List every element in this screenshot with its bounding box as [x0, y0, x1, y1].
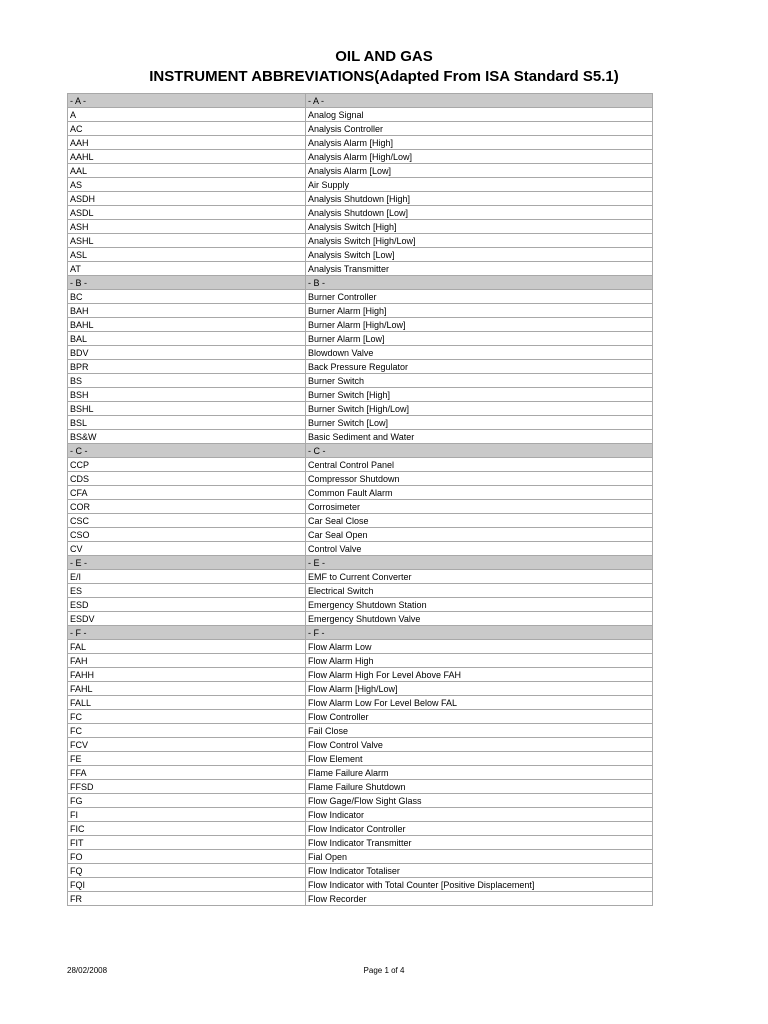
table-row: [68, 304, 653, 318]
table-row: [68, 752, 653, 766]
description-cell: Analysis Controller: [306, 122, 653, 136]
abbreviation-cell: FQI: [68, 878, 306, 892]
table-row: [68, 220, 653, 234]
table-row: [68, 598, 653, 612]
abbreviation-cell: CV: [68, 542, 306, 556]
description-cell: Flow Controller: [306, 710, 653, 724]
table-row: [68, 878, 653, 892]
description-cell: - E -: [306, 556, 653, 570]
abbreviation-cell: - C -: [68, 444, 306, 458]
abbreviation-cell: ASDL: [68, 206, 306, 220]
table-row: [68, 108, 653, 122]
abbreviation-cell: COR: [68, 500, 306, 514]
abbreviation-cell: FI: [68, 808, 306, 822]
abbreviation-cell: AAHL: [68, 150, 306, 164]
abbreviation-cell: FIC: [68, 822, 306, 836]
section-header-row: [68, 556, 653, 570]
table-row: [68, 766, 653, 780]
abbreviation-cell: ASHL: [68, 234, 306, 248]
abbreviation-cell: CSO: [68, 528, 306, 542]
table-row: [68, 262, 653, 276]
abbreviation-cell: AC: [68, 122, 306, 136]
table-row: [68, 486, 653, 500]
abbreviation-cell: - B -: [68, 276, 306, 290]
description-cell: Analysis Switch [High]: [306, 220, 653, 234]
abbreviation-cell: FALL: [68, 696, 306, 710]
abbreviation-cell: BS: [68, 374, 306, 388]
abbreviation-cell: BSHL: [68, 402, 306, 416]
table-row: [68, 206, 653, 220]
description-cell: Flow Control Valve: [306, 738, 653, 752]
abbreviation-cell: CSC: [68, 514, 306, 528]
description-cell: Analysis Alarm [Low]: [306, 164, 653, 178]
abbreviation-cell: BPR: [68, 360, 306, 374]
description-cell: Car Seal Open: [306, 528, 653, 542]
description-cell: Analysis Alarm [High/Low]: [306, 150, 653, 164]
abbreviation-cell: FFA: [68, 766, 306, 780]
table-row: [68, 668, 653, 682]
description-cell: Air Supply: [306, 178, 653, 192]
abbreviation-cell: BS&W: [68, 430, 306, 444]
description-cell: Burner Switch [Low]: [306, 416, 653, 430]
table-row: [68, 122, 653, 136]
description-cell: Analysis Switch [High/Low]: [306, 234, 653, 248]
table-row: [68, 808, 653, 822]
description-cell: Flame Failure Alarm: [306, 766, 653, 780]
table-row: [68, 374, 653, 388]
abbreviation-cell: FE: [68, 752, 306, 766]
description-cell: - C -: [306, 444, 653, 458]
table-row: [68, 836, 653, 850]
description-cell: Compressor Shutdown: [306, 472, 653, 486]
description-cell: Back Pressure Regulator: [306, 360, 653, 374]
description-cell: Emergency Shutdown Station: [306, 598, 653, 612]
description-cell: Flow Recorder: [306, 892, 653, 906]
description-cell: Analysis Shutdown [High]: [306, 192, 653, 206]
section-header-row: [68, 94, 653, 108]
table-row: [68, 542, 653, 556]
table-row: [68, 738, 653, 752]
description-cell: Analog Signal: [306, 108, 653, 122]
abbreviation-cell: AT: [68, 262, 306, 276]
description-cell: Burner Switch [High/Low]: [306, 402, 653, 416]
description-cell: - B -: [306, 276, 653, 290]
description-cell: Flow Gage/Flow Sight Glass: [306, 794, 653, 808]
abbreviation-cell: A: [68, 108, 306, 122]
abbreviation-cell: AAL: [68, 164, 306, 178]
description-cell: Fial Open: [306, 850, 653, 864]
description-cell: - F -: [306, 626, 653, 640]
abbreviation-cell: BAHL: [68, 318, 306, 332]
description-cell: Flow Alarm Low For Level Below FAL: [306, 696, 653, 710]
abbreviation-cell: CCP: [68, 458, 306, 472]
abbreviation-cell: BAH: [68, 304, 306, 318]
abbreviation-cell: ESD: [68, 598, 306, 612]
description-cell: Common Fault Alarm: [306, 486, 653, 500]
description-cell: Flame Failure Shutdown: [306, 780, 653, 794]
table-row: [68, 696, 653, 710]
title-line-2: INSTRUMENT ABBREVIATIONS(Adapted From ISA Standard S5.1): [149, 68, 619, 85]
table-row: [68, 360, 653, 374]
abbreviation-cell: FAHH: [68, 668, 306, 682]
description-cell: Flow Indicator Controller: [306, 822, 653, 836]
table-row: [68, 332, 653, 346]
table-row: [68, 528, 653, 542]
abbreviation-cell: FIT: [68, 836, 306, 850]
description-cell: Burner Alarm [Low]: [306, 332, 653, 346]
table-row: [68, 192, 653, 206]
table-row: [68, 290, 653, 304]
table-row: [68, 150, 653, 164]
description-cell: Blowdown Valve: [306, 346, 653, 360]
abbreviation-cell: FC: [68, 710, 306, 724]
table-row: [68, 780, 653, 794]
table-row: [68, 164, 653, 178]
abbreviation-cell: BDV: [68, 346, 306, 360]
abbreviation-cell: - A -: [68, 94, 306, 108]
abbreviation-cell: ASDH: [68, 192, 306, 206]
description-cell: Electrical Switch: [306, 584, 653, 598]
footer-page-number: Page 1 of 4: [363, 966, 405, 975]
description-cell: Control Valve: [306, 542, 653, 556]
description-cell: Flow Indicator: [306, 808, 653, 822]
table-row: [68, 234, 653, 248]
abbreviation-cell: FR: [68, 892, 306, 906]
description-cell: Analysis Switch [Low]: [306, 248, 653, 262]
table-row: [68, 416, 653, 430]
description-cell: Flow Alarm High For Level Above FAH: [306, 668, 653, 682]
table-row: [68, 710, 653, 724]
description-cell: Basic Sediment and Water: [306, 430, 653, 444]
description-cell: Burner Alarm [High/Low]: [306, 318, 653, 332]
title-line-1: OIL AND GAS: [335, 48, 433, 65]
table-row: [68, 612, 653, 626]
section-header-row: [68, 276, 653, 290]
table-row: [68, 682, 653, 696]
abbreviation-cell: E/I: [68, 570, 306, 584]
abbreviation-cell: ASL: [68, 248, 306, 262]
abbreviation-cell: FAL: [68, 640, 306, 654]
table-row: [68, 822, 653, 836]
abbreviation-cell: BC: [68, 290, 306, 304]
description-cell: Emergency Shutdown Valve: [306, 612, 653, 626]
abbreviation-cell: ESDV: [68, 612, 306, 626]
abbreviation-cell: FC: [68, 724, 306, 738]
table-row: [68, 178, 653, 192]
abbreviation-cell: FQ: [68, 864, 306, 878]
description-cell: Flow Alarm Low: [306, 640, 653, 654]
description-cell: - A -: [306, 94, 653, 108]
description-cell: Car Seal Close: [306, 514, 653, 528]
table-row: [68, 500, 653, 514]
description-cell: Burner Controller: [306, 290, 653, 304]
abbreviations-table-body: [68, 94, 653, 906]
table-row: [68, 472, 653, 486]
section-header-row: [68, 626, 653, 640]
description-cell: Burner Alarm [High]: [306, 304, 653, 318]
table-row: [68, 794, 653, 808]
description-cell: Flow Alarm [High/Low]: [306, 682, 653, 696]
description-cell: Analysis Alarm [High]: [306, 136, 653, 150]
abbreviation-cell: BSH: [68, 388, 306, 402]
table-row: [68, 654, 653, 668]
description-cell: Analysis Shutdown [Low]: [306, 206, 653, 220]
description-cell: Flow Indicator Transmitter: [306, 836, 653, 850]
abbreviation-cell: - E -: [68, 556, 306, 570]
table-row: [68, 248, 653, 262]
abbreviation-cell: FCV: [68, 738, 306, 752]
table-row: [68, 402, 653, 416]
document-title: [0, 47, 768, 87]
abbreviation-cell: CDS: [68, 472, 306, 486]
abbreviation-cell: FAH: [68, 654, 306, 668]
table-row: [68, 388, 653, 402]
abbreviation-cell: - F -: [68, 626, 306, 640]
abbreviation-cell: FFSD: [68, 780, 306, 794]
description-cell: Flow Element: [306, 752, 653, 766]
table-row: [68, 346, 653, 360]
description-cell: EMF to Current Converter: [306, 570, 653, 584]
abbreviation-cell: BAL: [68, 332, 306, 346]
table-row: [68, 570, 653, 584]
abbreviation-cell: FG: [68, 794, 306, 808]
description-cell: Corrosimeter: [306, 500, 653, 514]
table-row: [68, 850, 653, 864]
description-cell: Fail Close: [306, 724, 653, 738]
table-row: [68, 640, 653, 654]
description-cell: Flow Indicator with Total Counter [Positive Displacement]: [306, 878, 653, 892]
table-row: [68, 458, 653, 472]
description-cell: Burner Switch: [306, 374, 653, 388]
description-cell: Flow Alarm High: [306, 654, 653, 668]
table-row: [68, 514, 653, 528]
abbreviation-cell: FAHL: [68, 682, 306, 696]
description-cell: Central Control Panel: [306, 458, 653, 472]
abbreviation-cell: FO: [68, 850, 306, 864]
table-row: [68, 584, 653, 598]
abbreviation-cell: CFA: [68, 486, 306, 500]
description-cell: Analysis Transmitter: [306, 262, 653, 276]
abbreviation-cell: ASH: [68, 220, 306, 234]
section-header-row: [68, 444, 653, 458]
table-row: [68, 136, 653, 150]
abbreviation-cell: AAH: [68, 136, 306, 150]
table-row: [68, 892, 653, 906]
abbreviations-table: [67, 93, 653, 906]
description-cell: Burner Switch [High]: [306, 388, 653, 402]
table-row: [68, 318, 653, 332]
abbreviation-cell: ES: [68, 584, 306, 598]
table-row: [68, 430, 653, 444]
footer-date: 28/02/2008: [67, 966, 108, 975]
abbreviation-cell: AS: [68, 178, 306, 192]
table-row: [68, 864, 653, 878]
abbreviation-cell: BSL: [68, 416, 306, 430]
table-row: [68, 724, 653, 738]
description-cell: Flow Indicator Totaliser: [306, 864, 653, 878]
